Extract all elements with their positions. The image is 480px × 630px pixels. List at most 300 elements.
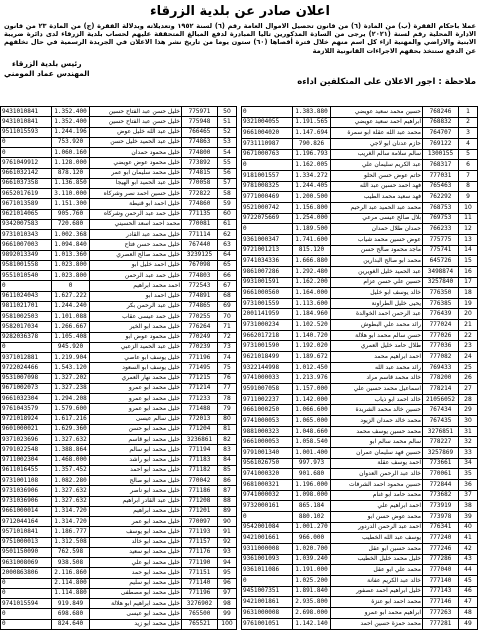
amount: 1.357.452 — [52, 465, 90, 475]
taxpayer-name: يوسف عبد الله الخطيب — [331, 533, 423, 544]
row-number: 83 — [218, 445, 237, 455]
amount: 1.352.400 — [52, 117, 90, 127]
taxpayer-name: خليل محمد سليمان ابو عمر — [90, 168, 182, 178]
amount: 1.191.565 — [293, 117, 331, 128]
record-id: 776264 — [182, 322, 218, 332]
taxpayer-name: خليل محمود عوض ابو — [90, 332, 182, 342]
row-number: 97 — [218, 588, 237, 598]
record-id: 773978 — [423, 511, 459, 522]
account-number: 9731001559 — [242, 298, 293, 309]
record-id: 771135 — [182, 209, 218, 219]
taxpayer-name: خليل محمد ابو مصطفى — [90, 588, 182, 598]
record-id: 777026 — [423, 330, 459, 341]
account-number: 0 — [242, 575, 293, 586]
taxpayer-name: حاتم عوض حسن الحلو — [331, 170, 423, 181]
account-number: 9582017034 — [1, 322, 52, 332]
account-number: 9661000560 — [242, 288, 293, 299]
taxpayer-name: حسين محمود احمد الشرفات — [331, 479, 423, 490]
table-row — [1, 127, 237, 137]
signature-block — [4, 59, 90, 79]
amount: 1.082.280 — [52, 476, 90, 486]
record-id: 3257840 — [423, 277, 459, 288]
record-id: 769433 — [423, 362, 459, 373]
table-row — [242, 149, 478, 160]
row-number: 58 — [218, 189, 237, 199]
account-number: 9322144998 — [242, 362, 293, 373]
account-number: 9342007583 — [1, 219, 52, 229]
row-number: 64 — [218, 250, 237, 260]
table-row — [242, 373, 478, 384]
amount: 919.849 — [52, 599, 90, 609]
table-row — [242, 490, 478, 501]
account-number: 9761043579 — [1, 404, 52, 414]
account-number: 9671013589 — [1, 199, 52, 209]
row-number: 56 — [218, 168, 237, 178]
account-number: 9551010540 — [1, 271, 52, 281]
record-id: 768317 — [423, 160, 459, 171]
record-id: 770058 — [182, 178, 218, 188]
table-row — [242, 394, 478, 405]
table-row — [1, 455, 237, 465]
amount: 1.327.202 — [52, 373, 90, 383]
amount: 1.113.600 — [293, 298, 331, 309]
row-number: 50 — [218, 107, 237, 117]
row-number: 71 — [218, 322, 237, 332]
taxpayer-name: خليل احمد ابو — [90, 291, 182, 301]
account-number: 9611016455 — [1, 465, 52, 475]
taxpayer-name: خليل عبد القادر ابراهيم — [90, 496, 182, 506]
account-number: 9661000053 — [242, 437, 293, 448]
record-id: 777286 — [423, 554, 459, 565]
table-row — [1, 240, 237, 250]
taxpayer-name: يحيى خليل الطراونة — [331, 298, 423, 309]
table-row — [1, 578, 237, 588]
row-number: 75 — [218, 363, 237, 373]
account-number: 0 — [1, 137, 52, 147]
amount: 1.468.000 — [52, 455, 90, 465]
table-row — [1, 558, 237, 568]
record-id: 645726 — [423, 256, 459, 267]
account-number: 9722024466 — [1, 363, 52, 373]
taxpayer-name: خليل يوسف ابو عاصي — [90, 353, 182, 363]
taxpayer-name: احمد ابراهيم علي — [331, 501, 423, 512]
table-row — [1, 199, 237, 209]
table-row — [242, 362, 478, 373]
record-id: 3276902 — [182, 599, 218, 609]
row-number: 9 — [459, 192, 478, 203]
account-number: 9731110987 — [242, 138, 293, 149]
signature-title: رئيس بلدية الزرقاء — [12, 58, 82, 68]
taxpayer-name: محمد خالد حمدان الزيود — [331, 416, 423, 427]
table-row — [1, 342, 237, 352]
amount: 1.058.540 — [293, 437, 331, 448]
table-left — [0, 106, 237, 630]
account-number: 9371023696 — [1, 435, 52, 445]
table-row — [242, 458, 478, 469]
amount: 878.120 — [52, 168, 90, 178]
table-row — [1, 435, 237, 445]
table-row — [242, 213, 478, 224]
record-id: 770249 — [182, 332, 218, 342]
record-id: 776341 — [423, 522, 459, 533]
account-number: 9361001093 — [242, 554, 293, 565]
row-number: 37 — [459, 490, 478, 501]
row-number: 26 — [459, 373, 478, 384]
taxpayer-name: خليل حمد عبد الرحمن وشركاه — [90, 209, 182, 219]
table-row — [242, 224, 478, 235]
taxpayer-name: محمد عبد الحميد عبد الرحيم — [331, 202, 423, 213]
row-number: 4 — [459, 138, 478, 149]
account-number: 0 — [1, 578, 52, 588]
account-number: 9371012881 — [1, 353, 52, 363]
amount: 1.023.800 — [52, 260, 90, 270]
row-number: 52 — [218, 127, 237, 137]
table-row — [242, 107, 478, 118]
table-row — [242, 298, 478, 309]
table-row — [242, 554, 478, 565]
account-number: 9731036906 — [1, 486, 52, 496]
record-id: 770239 — [182, 342, 218, 352]
row-number: 98 — [218, 599, 237, 609]
row-number: 59 — [218, 199, 237, 209]
row-number: 47 — [459, 597, 478, 608]
taxpayer-name: خالد يوسف ابو خليل — [331, 288, 423, 299]
taxpayer-name: محمد احمد اسعد الحسيني — [90, 219, 182, 229]
row-number: 96 — [218, 578, 237, 588]
table-row — [1, 250, 237, 260]
taxpayer-name: احمد يوسف عقلة — [331, 458, 423, 469]
account-number: 9581001558 — [1, 260, 52, 270]
account-number: 9631008069 — [1, 558, 52, 568]
account-number: 9741034336 — [242, 256, 293, 267]
amount: 1.048.660 — [293, 426, 331, 437]
taxpayer-name: خليل محمد ابو راشد — [90, 455, 182, 465]
table-row — [242, 181, 478, 192]
record-id: 777036 — [423, 341, 459, 352]
record-id: 774815 — [182, 168, 218, 178]
account-number: 9861007286 — [242, 266, 293, 277]
row-number: 35 — [459, 469, 478, 480]
row-number: 36 — [459, 479, 478, 490]
taxpayer-name: خليل عبد الحميد ابو الهيجا — [90, 178, 182, 188]
row-number: 8 — [459, 181, 478, 192]
taxpayer-name: خليل محمد حسن فتاح — [90, 240, 182, 250]
record-id: 772844 — [423, 479, 459, 490]
record-id: 771208 — [182, 496, 218, 506]
record-id: 774891 — [182, 291, 218, 301]
record-id: 776439 — [423, 309, 459, 320]
amount: 1.327.238 — [52, 383, 90, 393]
taxpayer-name: خليل محمد ابو حمد — [90, 568, 182, 578]
account-number: 9661004020 — [242, 128, 293, 139]
taxpayer-name: خالد عبد الكريم عفانة — [331, 575, 423, 586]
record-id: 3236861 — [182, 435, 218, 445]
taxpayer-name: حسن سالم محمد ابو هلالة — [331, 330, 423, 341]
table-row — [242, 352, 478, 363]
table-row — [242, 245, 478, 256]
taxpayer-name: خليل محمد ابراهيم — [90, 506, 182, 516]
record-id: 766233 — [423, 224, 459, 235]
table-row — [242, 202, 478, 213]
taxpayer-name: خليل محمد ابو زيد — [90, 619, 182, 629]
record-id: 774863 — [182, 137, 218, 147]
account-number: 9571010841 — [1, 527, 52, 537]
row-number: 21 — [459, 320, 478, 331]
table-row — [242, 543, 478, 554]
row-number: 1 — [459, 107, 478, 118]
record-id: 774803 — [182, 271, 218, 281]
table-row — [1, 517, 237, 527]
table-row — [1, 465, 237, 475]
amount: 1.266.667 — [52, 322, 90, 332]
amount: 1.023.800 — [52, 271, 90, 281]
amount: 1.136.850 — [52, 178, 90, 188]
record-id: 771233 — [182, 394, 218, 404]
amount: 1.200.500 — [293, 192, 331, 203]
taxpayer-name: ابراهيم محمد ابو عمرو — [331, 607, 423, 618]
record-id: 773661 — [423, 458, 459, 469]
amount: 1.196.000 — [293, 479, 331, 490]
record-id: 771196 — [182, 353, 218, 363]
account-number: 9601000021 — [1, 424, 52, 434]
amount: 1.001.400 — [293, 448, 331, 459]
taxpayer-name: محمد حامد ابو غنام — [331, 490, 423, 501]
row-number: 30 — [459, 416, 478, 427]
taxpayer-name: خليل ابراهيم احمد عصفور — [331, 586, 423, 597]
row-number: 39 — [459, 511, 478, 522]
amount: 1.196.793 — [293, 149, 331, 160]
taxpayer-name: خليل حسين احمد نصر وشركاه — [90, 189, 182, 199]
row-number: 67 — [218, 281, 237, 291]
table-row — [242, 234, 478, 245]
record-id: 777040 — [423, 565, 459, 576]
table-row — [242, 511, 478, 522]
amount: 790.826 — [293, 138, 331, 149]
record-id: 771215 — [182, 373, 218, 383]
row-number: 81 — [218, 424, 237, 434]
table-row — [1, 445, 237, 455]
amount: 1.039.240 — [293, 554, 331, 565]
taxpayer-name: اسماعيل محمد حسين علي — [331, 384, 423, 395]
amount: 815.120 — [293, 245, 331, 256]
record-id: 771183 — [182, 455, 218, 465]
record-id: 21056052 — [423, 394, 459, 405]
row-number: 80 — [218, 414, 237, 424]
account-number: 9731010343 — [1, 230, 52, 240]
row-number: 55 — [218, 158, 237, 168]
taxpayer-name: خليل محمد ابو عمرو — [90, 404, 182, 414]
row-number: 94 — [218, 558, 237, 568]
taxpayer-name: خليل محمد ابو الخير — [90, 322, 182, 332]
account-number: 9451007351 — [242, 586, 293, 597]
table-row — [242, 575, 478, 586]
taxpayer-name: احمد محمد ابراهيم — [90, 281, 182, 291]
row-number: 61 — [218, 219, 237, 229]
table-row — [242, 320, 478, 331]
amount: 1.244.196 — [52, 127, 90, 137]
amount: 1.891.840 — [293, 586, 331, 597]
amount: 1.312.508 — [52, 537, 90, 547]
row-number: 91 — [218, 527, 237, 537]
account-number: 0 — [1, 148, 52, 158]
row-number: 14 — [459, 245, 478, 256]
taxpayer-name: محمد حسين يوسف محمد — [331, 426, 423, 437]
table-right — [241, 106, 478, 630]
taxpayer-name: خليل محمد ابو علي — [90, 558, 182, 568]
amount: 1.244.405 — [293, 181, 331, 192]
record-id: 771201 — [182, 506, 218, 516]
record-id: 770081 — [182, 219, 218, 229]
amount: 1.065.000 — [293, 416, 331, 427]
record-id: 777246 — [423, 543, 459, 554]
row-number: 99 — [218, 609, 237, 619]
row-number: 49 — [459, 618, 478, 629]
amount: 1.383.880 — [293, 107, 331, 118]
row-number: 18 — [459, 288, 478, 299]
table-row — [1, 599, 237, 609]
table-row — [242, 501, 478, 512]
account-number: 9731000234 — [242, 320, 293, 331]
record-id: 777024 — [423, 320, 459, 331]
table-row — [1, 353, 237, 363]
row-number: 79 — [218, 404, 237, 414]
table-row — [242, 384, 478, 395]
row-number: 2 — [459, 117, 478, 128]
table-row — [1, 568, 237, 578]
row-number: 23 — [459, 341, 478, 352]
row-number: 38 — [459, 501, 478, 512]
taxpayer-name: خليل محمد عبد القادر — [90, 230, 182, 240]
account-number: 2000863806 — [1, 568, 52, 578]
record-id: 767098 — [182, 260, 218, 270]
record-id: 776350 — [423, 288, 459, 299]
taxpayer-name: خالد عبد الرحمن العدوان — [331, 469, 423, 480]
table-row — [1, 383, 237, 393]
table-row — [1, 230, 237, 240]
record-id: 773892 — [182, 158, 218, 168]
table-row — [1, 168, 237, 178]
table-row — [242, 416, 478, 427]
row-number: 78 — [218, 394, 237, 404]
amount: 1.156.800 — [293, 202, 331, 213]
amount: 1.741.600 — [293, 234, 331, 245]
account-number: 9421001861 — [242, 597, 293, 608]
row-number: 82 — [218, 435, 237, 445]
record-id: 766465 — [182, 127, 218, 137]
record-id: 768246 — [423, 107, 459, 118]
record-id: 774865 — [182, 301, 218, 311]
amount: 1.151.300 — [52, 199, 90, 209]
taxpayer-name: خليل محمد ابو عمرو — [90, 394, 182, 404]
row-number: 29 — [459, 405, 478, 416]
table-row — [1, 424, 237, 434]
record-id: 775971 — [182, 107, 218, 117]
row-number: 45 — [459, 575, 478, 586]
account-number: 9631000008 — [242, 607, 293, 618]
table-row — [242, 522, 478, 533]
row-number: 63 — [218, 240, 237, 250]
taxpayer-name: فهد سعيد محمد الطيب — [331, 192, 423, 203]
amount: 720.680 — [52, 219, 90, 229]
taxpayer-name: خليل محمد ابو سليم — [90, 578, 182, 588]
taxpayer-name: خليل محمد ابو حسن — [90, 424, 182, 434]
account-number: 9721001213 — [242, 245, 293, 256]
row-number: 42 — [459, 543, 478, 554]
notice-label: ملاحظة : اجور الاعلان على المتكلفين اداءه — [297, 76, 476, 87]
amount: 1.191.000 — [293, 565, 331, 576]
record-id: 768832 — [423, 117, 459, 128]
amount: 824.640 — [52, 619, 90, 629]
amount: 1.142.140 — [293, 618, 331, 629]
taxpayer-name: خليل محمد ابو يوسف — [90, 527, 182, 537]
amount: 997.973 — [293, 458, 331, 469]
table-row — [242, 256, 478, 267]
account-number: 9431010841 — [1, 117, 52, 127]
account-number: 0 — [1, 281, 52, 291]
table-row — [242, 479, 478, 490]
account-number: 9741015594 — [1, 599, 52, 609]
amount: 2.116.860 — [52, 568, 90, 578]
table-row — [1, 527, 237, 537]
account-number: 9652017619 — [1, 189, 52, 199]
taxpayer-name: حازم عدنان ابو لاجي — [331, 138, 423, 149]
taxpayer-name: خليل حسن عبد الفتاح حسين — [90, 117, 182, 127]
account-number: 9731001590 — [242, 341, 293, 352]
taxpayer-name: ابراهيم احمد سعيد عويضي — [331, 117, 423, 128]
row-number: 69 — [218, 301, 237, 311]
amount: 945.920 — [52, 342, 90, 352]
amount: 1.579.600 — [52, 404, 90, 414]
record-id: 775948 — [182, 117, 218, 127]
table-row — [1, 107, 237, 117]
account-number: 0 — [242, 160, 293, 171]
record-id: 771495 — [182, 363, 218, 373]
account-number: 0 — [1, 342, 52, 352]
record-id: 777281 — [423, 618, 459, 629]
record-id: 771157 — [182, 537, 218, 547]
table-row — [1, 137, 237, 147]
amount: 1.105.408 — [52, 332, 90, 342]
row-number: 31 — [459, 426, 478, 437]
account-number: 9282036378 — [1, 332, 52, 342]
amount: 1.294.208 — [52, 394, 90, 404]
account-number: 9771000469 — [242, 192, 293, 203]
row-number: 89 — [218, 506, 237, 516]
amount: 0 — [52, 281, 90, 291]
amount: 2.114.800 — [52, 578, 90, 588]
record-id: 774860 — [182, 199, 218, 209]
record-id: 777263 — [423, 607, 459, 618]
taxpayer-name: خليل يوسف ابو السعود — [90, 363, 182, 373]
taxpayer-name: حسين محمد سعيد عويضي — [331, 107, 423, 118]
account-number: 9621014065 — [1, 209, 52, 219]
amount: 1.352.400 — [52, 107, 90, 117]
row-number: 13 — [459, 234, 478, 245]
account-number: 9892013349 — [1, 250, 52, 260]
amount: 1.213.976 — [293, 373, 331, 384]
taxpayer-name: خليل سالم عيسى — [90, 414, 182, 424]
taxpayer-name: احمد ابراهيم محمد — [331, 352, 423, 363]
account-number: 0 — [242, 511, 293, 522]
table-row — [242, 128, 478, 139]
table-row — [242, 597, 478, 608]
amount: 1.388.864 — [52, 445, 90, 455]
account-number: 9732000161 — [242, 501, 293, 512]
account-number: 9661032142 — [1, 168, 52, 178]
record-id: 778227 — [423, 437, 459, 448]
record-id: 772822 — [182, 189, 218, 199]
row-number: 95 — [218, 568, 237, 578]
